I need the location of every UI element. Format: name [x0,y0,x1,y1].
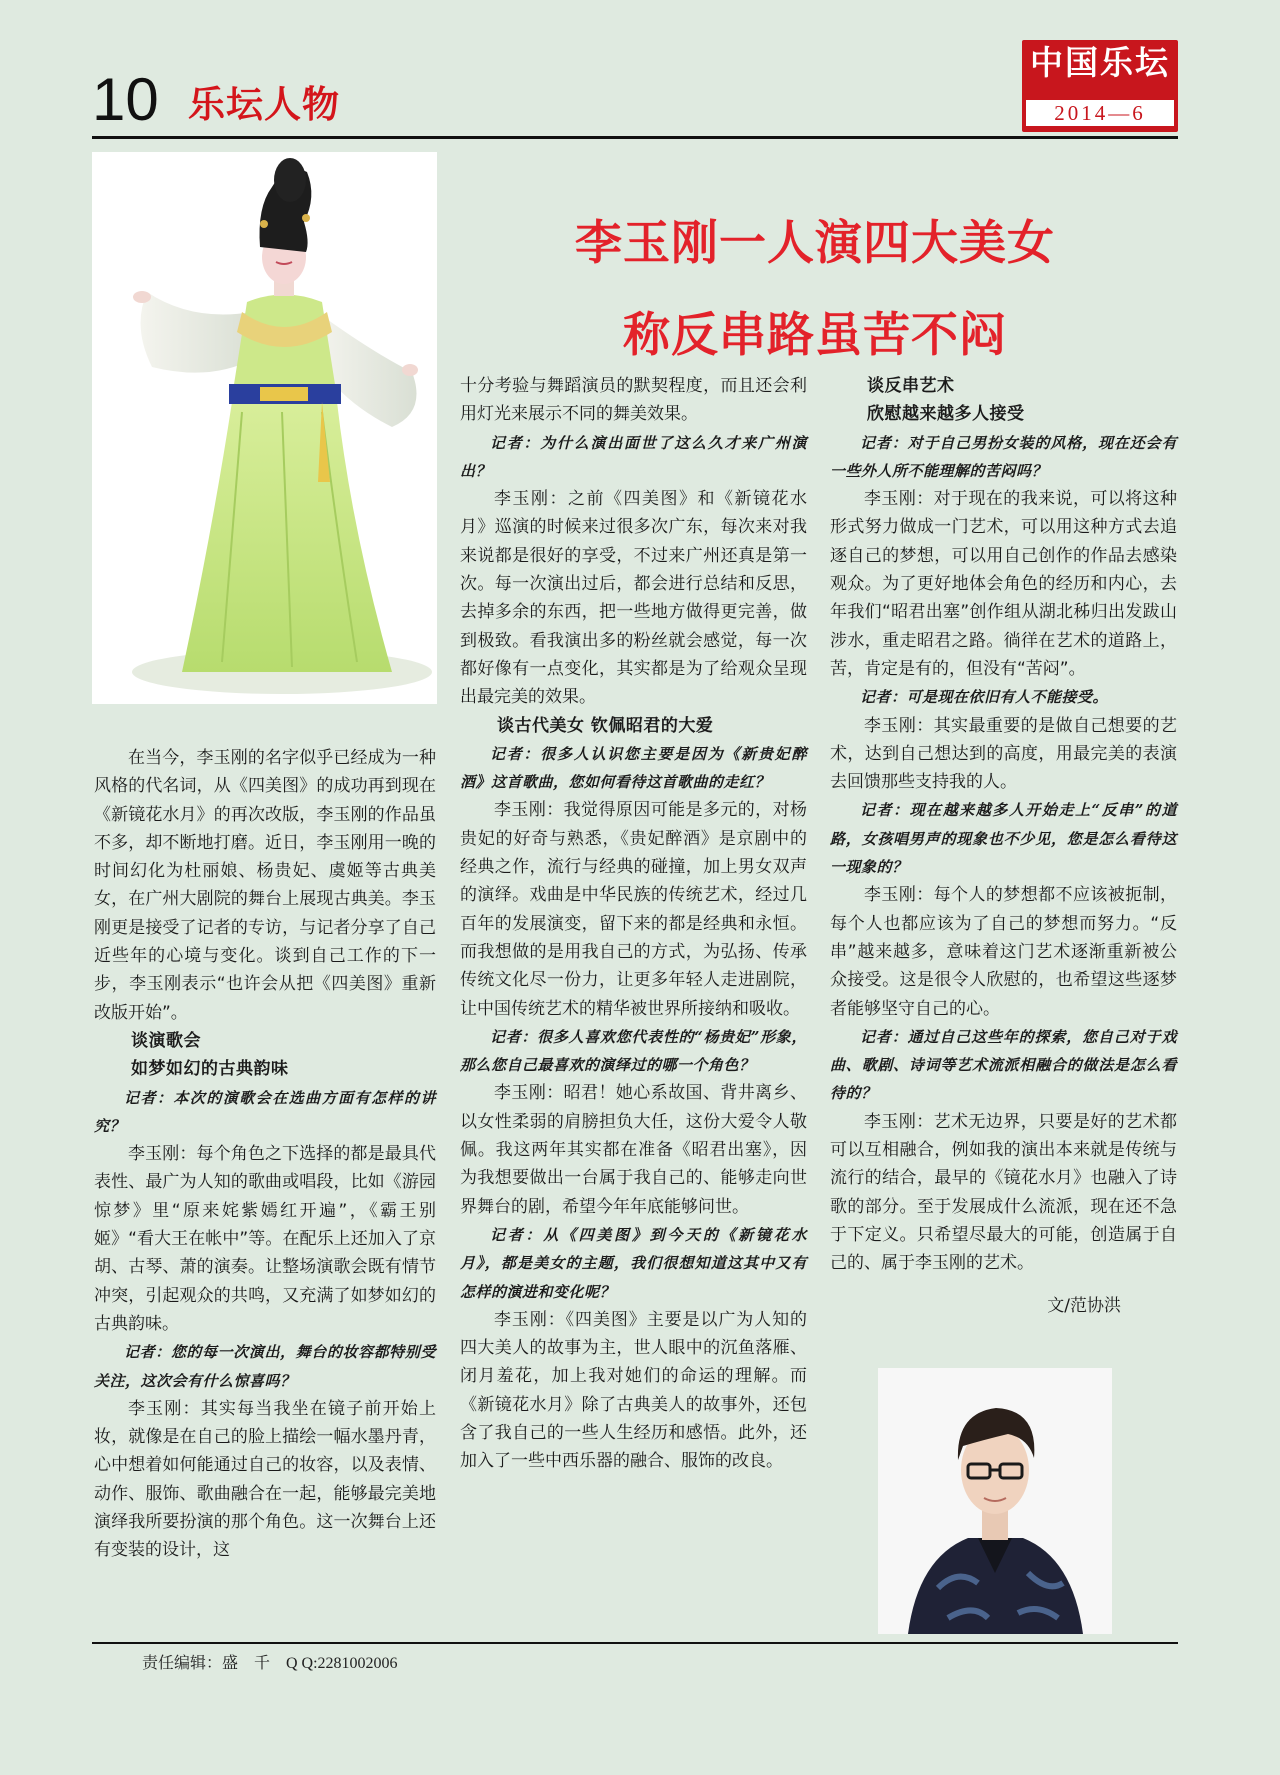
paragraph-continuation: 十分考验与舞蹈演员的默契程度，而且还会利用灯光来展示不同的舞美效果。 [460,376,807,425]
answer-paragraph: 李玉刚：之前《四美图》和《新镜花水月》巡演的时候来过很多次广东，每次来对我来说都是很好的享受，不过来广州还真是第一次。每一次演出过后，都会进行总结和反思，去掉多余的东西，把一些地方做得更完善，做到极致。看我演出多的粉丝就会感觉，每一次都好像有一点变化，其实都是为了给观众呈现出最完美的效果。 [460,489,807,708]
reporter-question: 记者：可是现在依旧有人不能接受。 [860,688,1109,707]
reporter-question: 记者：现在越来越多人开始走上“反串”的道路，女孩唱男声的现象也不少见，您是怎么看待这一现象的？ [830,801,1177,877]
author-byline: 文/范协洪 [1047,1295,1121,1316]
answer-paragraph: 李玉刚：其实每当我坐在镜子前开始上妆，就像是在自己的脸上描绘一幅水墨丹青，心中想着如何能通过自己的妆容，以及表情、动作、服饰、歌曲融合在一起，能够最完美地演绎我所要扮演的那个角色。这一次舞台上还有变装的设计，这 [94,1398,436,1561]
header-rule [92,136,1178,139]
answer-paragraph: 李玉刚：每个角色之下选择的都是最具代表性、最广为人知的歌曲或唱段，比如《游园惊梦》里“原来姹紫嫣红开遍”，《霸王别姬》“看大王在帐中”等。在配乐上还加入了京胡、古琴、萧的演奏。让整场演歌会既有情节冲突，引起观众的共鸣，又充满了如梦如幻的古典韵味。 [94,1144,436,1334]
answer-paragraph: 李玉刚：对于现在的我来说，可以将这种形式努力做成一门艺术，可以用这种方式去追逐自己的梦想，可以用自己创作的作品去感染观众。为了更好地体会角色的经历和内心，去年我们“昭君出塞”创作组从湖北秭归出发跋山涉水，重走昭君之路。徜徉在艺术的道路上，苦，肯定是有的，但没有“苦闷”。 [830,489,1177,679]
logo-title: 中国乐坛 [1030,43,1170,82]
answer-paragraph: 李玉刚：每个人的梦想都不应该被扼制，每个人也都应该为了自己的梦想而努力。“反串”越来越多，意味着这门艺术逐渐重新被公众接受。这是很令人欣慰的，也希望这些逐梦者能够坚守自己的心。 [830,885,1177,1019]
section-subheading: 谈反串艺术 [867,376,955,396]
article-column-right [830,372,1177,1320]
reporter-question: 记者：您的每一次演出，舞台的妆容都特别受关注，这次会有什么惊喜吗？ [94,1343,436,1390]
article-column-middle [460,372,807,1476]
answer-paragraph: 李玉刚：艺术无边界，只要是好的艺术都可以互相融合，例如我的演出本来就是传统与流行的结合，最早的《镜花水月》也融入了诗歌的部分。至于发展成什么流派，现在还不急于下定义。只希望尽最大的可能，创造属于自己的、属于李玉刚的艺术。 [830,1111,1177,1274]
article-column-left [94,744,436,1565]
headline-line-1: 李玉刚一人演四大美女 [575,216,1055,271]
reporter-question: 记者：为什么演出面世了这么久才来广州演出？ [460,433,807,480]
reporter-question: 记者：从《四美图》到今天的《新镜花水月》，都是美女的主题，我们很想知道这其中又有怎样的演进和变化呢？ [460,1225,807,1301]
article-headline [470,198,1160,382]
issue-date: 2014—6 [1026,100,1174,126]
section-subheading: 欣慰越来越多人接受 [867,404,1025,425]
reporter-question: 记者：对于自己男扮女装的风格，现在还会有一些外人所不能理解的苦闷吗？ [830,433,1177,480]
portrait-photo [878,1368,1112,1634]
footer-rule [92,1642,1178,1644]
answer-paragraph: 在当今，李玉刚的名字似乎已经成为一种风格的代名词，从《四美图》的成功再到现在《新镜花水月》的再次改版，李玉刚的作品虽不多，却不断地打磨。近日，李玉刚用一晚的时间幻化为杜丽娘、杨贵妃、虞姬等古典美女，在广州大剧院的舞台上展现古典美。李玉刚更是接受了记者的专访，与记者分享了自己近些年的心境与变化。谈到自己工作的下一步，李玉刚表示“也许会从把《四美图》重新改版开始”。 [94,748,436,1023]
section-subheading: 如梦如幻的古典韵味 [131,1059,289,1080]
page-number: 10 [92,66,159,133]
answer-paragraph: 李玉刚：其实最重要的是做自己想要的艺术，达到自己想达到的高度，用最完美的表演去回馈那些支持我的人。 [830,715,1177,793]
performer-photo [92,152,437,704]
reporter-question: 记者：很多人喜欢您代表性的“杨贵妃”形象，那么您自己最喜欢的演绎过的哪一个角色？ [460,1027,807,1075]
headline-line-2: 称反串路虽苦不闷 [623,308,1007,363]
editor-credit: 责任编辑：盛 千 Q Q:2281002006 [142,1655,398,1672]
reporter-question: 记者：本次的演歌会在选曲方面有怎样的讲究？ [94,1088,436,1135]
reporter-question: 记者：通过自己这些年的探索，您自己对于戏曲、歌剧、诗词等艺术流派相融合的做法是怎么看待的？ [830,1027,1177,1103]
answer-paragraph: 李玉刚：昭君！她心系故国、背井离乡、以女性柔弱的肩膀担负大任，这份大爱令人敬佩。我这两年其实都在准备《昭君出塞》，因为我想要做出一台属于我自己的、能够走向世界舞台的剧，希望今年年底能够问世。 [460,1083,807,1217]
magazine-logo [1022,40,1178,132]
section-subheading: 谈演歌会 [131,1030,201,1051]
section-title: 乐坛人物 [188,83,340,126]
answer-paragraph: 李玉刚：我觉得原因可能是多元的，对杨贵妃的好奇与熟悉，《贵妃醉酒》是京剧中的经典之作，流行与经典的碰撞，加上男女双声的演绎。戏曲是中华民族的传统艺术，经过几百年的发展演变，留下来的都是经典和永恒。而我想做的是用我自己的方式，为弘扬、传承传统文化尽一份力，让更多年轻人走进剧院，让中国传统艺术的精华被世界所接纳和吸收。 [460,800,807,1019]
reporter-question: 记者：很多人认识您主要是因为《新贵妃醉酒》这首歌曲，您如何看待这首歌曲的走红？ [460,744,807,792]
answer-paragraph: 李玉刚：《四美图》主要是以广为人知的四大美人的故事为主，世人眼中的沉鱼落雁、闭月羞花，加上我对她们的命运的理解。而《新镜花水月》除了古典美人的故事外，还包含了我自己的一些人生经历和感悟。此外，还加入了一些中西乐器的融合、服饰的改良。 [460,1309,807,1472]
section-subheading: 谈古代美女 钦佩昭君的大爱 [497,715,714,736]
